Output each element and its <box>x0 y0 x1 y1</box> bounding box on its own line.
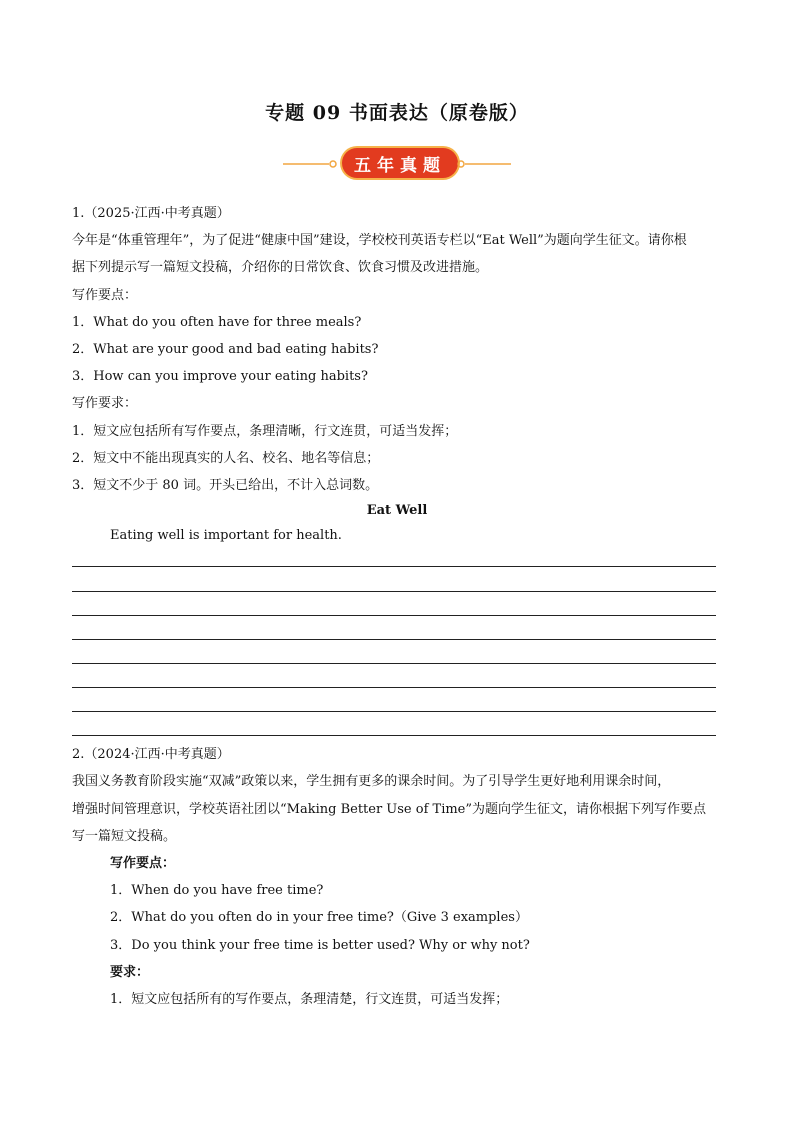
q2-requirement-1: 1．短文应包括所有的写作要点，条理清楚，行文连贯，可适当发挥； <box>110 992 509 1007</box>
answer-line <box>72 591 716 592</box>
answer-line <box>72 566 716 567</box>
q2-requirements-label: 要求： <box>110 965 150 980</box>
q2-header: 2.（2024·江西·中考真题） <box>72 747 230 762</box>
q1-requirement-2: 2．短文中不能出现真实的人名、校名、地名等信息； <box>72 451 380 466</box>
banner-left-ornament-icon <box>283 160 341 168</box>
banner-right-ornament-icon <box>453 160 511 168</box>
q2-point-2: 2．What do you often do in your free time?（Give 3 examples） <box>110 910 528 925</box>
q1-intro-line-2: 据下列提示写一篇短文投稿，介绍你的日常饮食、饮食习惯及改进措施。 <box>72 260 489 275</box>
banner-badge: 五年真题 <box>342 148 458 178</box>
q1-point-3: 3．How can you improve your eating habits? <box>72 369 368 384</box>
q1-points-label: 写作要点： <box>72 288 138 303</box>
q1-requirement-3: 3．短文不少于 80 词。开头已给出，不计入总词数。 <box>72 478 379 493</box>
answer-line <box>72 711 716 712</box>
page-title: 专题 09 书面表达（原卷版） <box>265 102 529 124</box>
answer-line <box>72 639 716 640</box>
q2-intro-line-2: 增强时间管理意识，学校英语社团以“Making Better Use of Time”为题向学生征文，请你根据下列写作要点 <box>72 802 707 817</box>
q1-essay-opening: Eating well is important for health. <box>110 528 342 543</box>
q2-intro-line-1: 我国义务教育阶段实施“双减”政策以来，学生拥有更多的课余时间。为了引导学生更好地利用课余时间， <box>72 774 671 789</box>
answer-line <box>72 687 716 688</box>
answer-line <box>72 615 716 616</box>
q1-requirements-label: 写作要求： <box>72 396 138 411</box>
section-banner <box>0 146 794 182</box>
answer-line <box>72 663 716 664</box>
q1-header: 1.（2025·江西·中考真题） <box>72 206 230 221</box>
q2-intro-line-3: 写一篇短文投稿。 <box>72 829 177 844</box>
answer-line <box>72 735 716 736</box>
q1-point-1: 1．What do you often have for three meals? <box>72 315 362 330</box>
q1-essay-title: Eat Well <box>366 503 428 518</box>
q2-points-label: 写作要点： <box>110 856 176 871</box>
q1-requirement-1: 1．短文应包括所有写作要点，条理清晰，行文连贯，可适当发挥； <box>72 424 458 439</box>
q2-point-3: 3．Do you think your free time is better used? Why or why not? <box>110 938 530 953</box>
q1-intro-line-1: 今年是“体重管理年”，为了促进“健康中国”建设，学校校刊英语专栏以“Eat Well”为题向学生征文。请你根 <box>72 233 687 248</box>
q2-point-1: 1．When do you have free time? <box>110 883 324 898</box>
q1-point-2: 2．What are your good and bad eating habits? <box>72 342 379 357</box>
